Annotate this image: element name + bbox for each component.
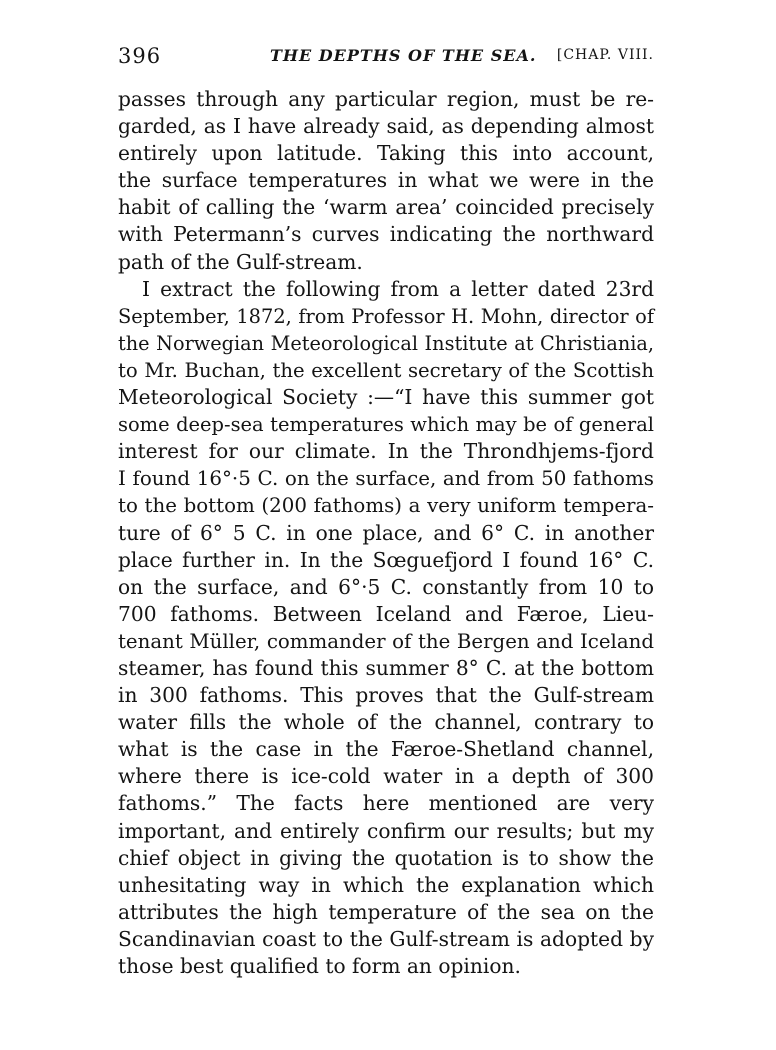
text-line: 700 fathoms. Between Iceland and Færoe, Lieu-	[118, 601, 654, 626]
text-line: interest for our climate. In the Throndhjems-fjord	[118, 439, 654, 464]
paragraph-end-line: those best qualified to form an opinion.	[118, 954, 521, 978]
text-line: habit of calling the ‘warm area’ coincided precisely	[118, 195, 654, 220]
text-line: where there is ice-cold water in a depth of 300	[118, 764, 654, 789]
page-number: 396	[118, 44, 162, 68]
text-line: unhesitating way in which the explanation which	[118, 872, 654, 897]
text-line: entirely upon latitude. Taking this into account,	[118, 141, 654, 166]
running-title: THE DEPTHS OF THE SEA.	[270, 46, 537, 65]
body-text	[118, 86, 654, 980]
paragraph-start-line: I extract the following from a letter dated 23rd	[142, 276, 654, 301]
text-line: attributes the high temperature of the sea on the	[118, 899, 654, 924]
text-line: on the surface, and 6°·5 C. constantly from 10 to	[118, 574, 654, 599]
text-line: in 300 fathoms. This proves that the Gulf-stream	[118, 683, 654, 708]
text-line: I found 16°·5 C. on the surface, and from 50 fathoms	[118, 467, 654, 491]
text-line: water fills the whole of the channel, contrary to	[118, 710, 654, 735]
text-line: important, and entirely confirm our results; but my	[118, 818, 654, 843]
text-line: garded, as I have already said, as depending almost	[118, 114, 654, 139]
text-line: passes through any particular region, must be re-	[118, 87, 654, 111]
text-line: to the bottom (200 fathoms) a very uniform tempera-	[118, 494, 654, 518]
paragraph-end-line: path of the Gulf-stream.	[118, 249, 363, 274]
text-line: ture of 6° 5 C. in one place, and 6° C. in another	[118, 520, 654, 545]
text-line: steamer, has found this summer 8° C. at the bottom	[118, 655, 654, 680]
text-line: Scandinavian coast to the Gulf-stream is adopted by	[118, 926, 654, 951]
text-line: tenant Müller, commander of the Bergen and Iceland	[118, 629, 654, 653]
text-line: what is the case in the Færoe-Shetland channel,	[118, 737, 654, 762]
text-line: chief object in giving the quotation is to show the	[118, 845, 654, 870]
text-line: place further in. In the Sœguefjord I found 16° C.	[118, 547, 654, 572]
text-line: some deep-sea temperatures which may be of general	[118, 413, 654, 437]
text-line: the surface temperatures in what we were in the	[118, 168, 654, 193]
text-line: fathoms.” The facts here mentioned are very	[118, 791, 654, 816]
chapter-reference: [CHAP. VIII.	[556, 47, 654, 63]
running-head	[118, 44, 654, 74]
text-line: the Norwegian Meteorological Institute at Christiania,	[118, 331, 654, 355]
text-line: Meteorological Society :—“I have this summer got	[118, 385, 654, 410]
text-line: to Mr. Buchan, the excellent secretary of the Scottish	[118, 358, 654, 382]
text-line: September, 1872, from Professor H. Mohn, director of	[118, 304, 654, 328]
text-line: with Petermann’s curves indicating the northward	[118, 222, 654, 247]
